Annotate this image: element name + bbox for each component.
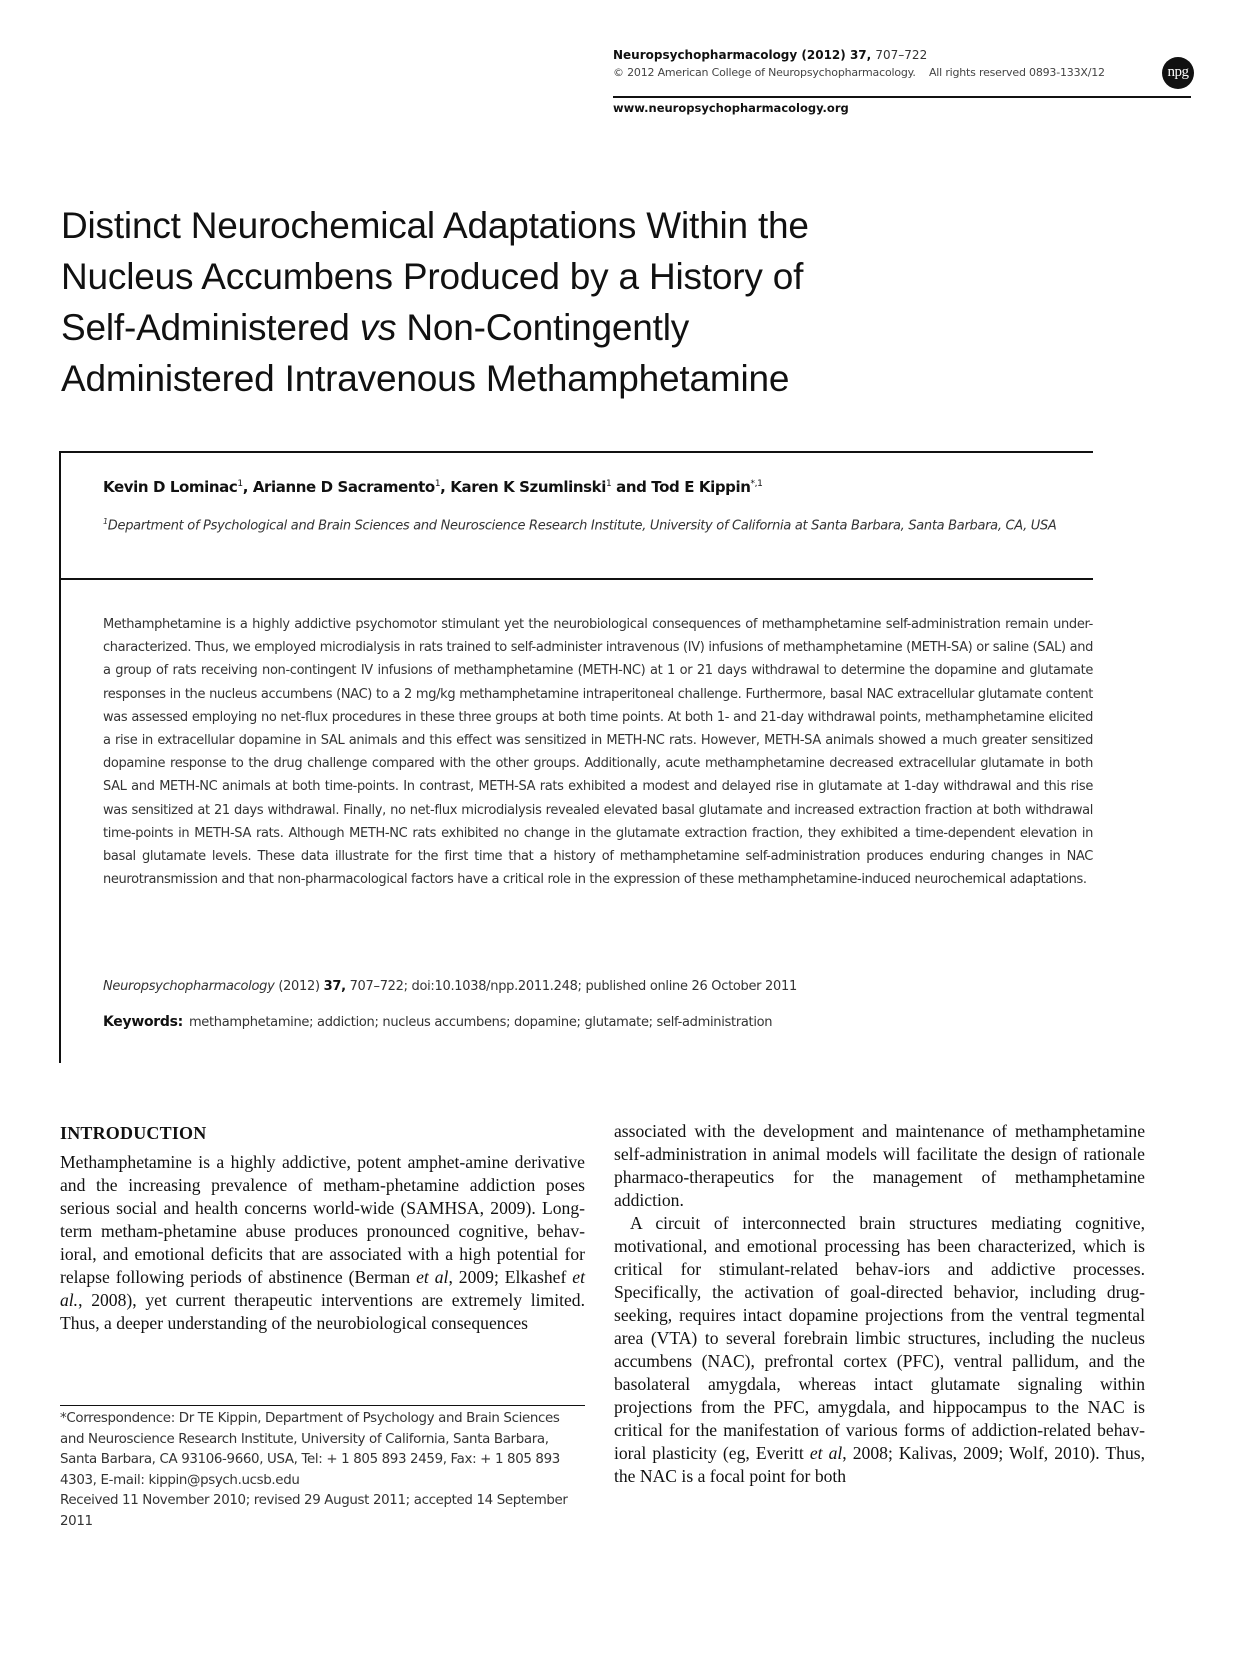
journal-name: Neuropsychopharmacology (2012) 37, [613,48,872,62]
correspondence-note: *Correspondence: Dr TE Kippin, Department of Psychology and Brain Sciences and Neuroscience Research Institute, University of California, Santa Barbara, Santa Barbara, CA 93106-9660, USA, Tel: + 1 805 893 2459, Fax: + 1 805 893 4303, E-mail: kippin@psych.ucsb.edu [60,1411,560,1488]
title-line-2: Nucleus Accumbens Produced by a History of [61,256,804,297]
body-text: A circuit of interconnected brain structures mediating cognitive, motivational, and emotional processing has been characterized, which is critical for stimulant-related behav-iors and addictive processes. Specifically, the activation of goal-directed behavior, including drug-seeking, requires intact dopamine projections from the ventral tegmental area (VTA) to several forebrain limbic structures, including the nucleus accumbens (NAC), prefrontal cortex (PFC), ventral pallidum, and the basolateral amygdala, whereas intact glutamate signaling within projections from the PFC, amygdala, and hippocampus to the NAC is critical for the manifestation of various forms of addiction-related behav-ioral plasticity (eg, Everitt [614,1213,1145,1463]
footnote [60,1409,585,1532]
author-name: Tod E Kippin [651,478,751,496]
citation-journal: Neuropsychopharmacology [103,979,275,994]
copyright-line [613,66,1213,79]
author-separator: , [242,478,253,496]
paragraph [60,1151,585,1335]
paragraph: associated with the development and maintenance of methamphetamine self-administration in animal models will facilitate the design of rationale pharmaco-therapeutics for the management of methamphetamine addiction. [614,1121,1145,1210]
affiliation [103,510,1063,537]
header-divider [613,96,1191,98]
author-separator: , [440,478,451,496]
author-name: Arianne D Sacramento [252,478,435,496]
right-column-body [614,1120,1145,1488]
journal-header [613,48,1213,79]
author-separator: and [611,478,652,496]
body-text: , 2009; Elkashef [448,1267,573,1287]
author-affiliation-mark: 1 [237,479,243,489]
article-title [61,200,961,404]
body-text: Methamphetamine is a highly addictive, potent amphet-amine derivative and the increasing prevalence of metham-phetamine addiction poses serious social and health concerns world-wide (SAMHSA, 2009). Long-term metham-phetamine abuse produces pronounced cognitive, behav-ioral, and emotional deficits that are associated with a high potential for relapse following periods of abstinence (Berman [60,1152,585,1287]
body-text: , 2008; Kalivas, 2009; Wolf, 2010). Thus, the NAC is a focal point for both [614,1443,1145,1486]
et-al: et al. [60,1267,585,1310]
citation-line [103,979,1093,994]
citation-details: 707–722; doi:10.1038/npp.2011.248; published online 26 October 2011 [349,979,797,994]
received-dates: Received 11 November 2010; revised 29 August 2011; accepted 14 September 2011 [60,1493,568,1529]
author-box-top-rule [59,451,1093,453]
author-affiliation-mark: *,1 [750,479,763,489]
et-al: et al [416,1267,449,1287]
abstract-text: Methamphetamine is a highly addictive psychomotor stimulant yet the neurobiological consequences of methamphetamine self-administration remain under-characterized. Thus, we employed microdialysis in rats trained to self-administer intravenous (IV) infusions of methamphetamine (METH-SA) or saline (SAL) and a group of rats receiving non-contingent IV infusions of methamphetamine (METH-NC) at 1 or 21 days withdrawal to determine the dopamine and glutamate responses in the nucleus accumbens (NAC) to a 2 mg/kg methamphetamine intraperitoneal challenge. Furthermore, basal NAC extracellular glutamate content was assessed employing no net-flux procedures in these three groups at both time points. At both 1- and 21-day withdrawal points, methamphetamine elicited a rise in extracellular dopamine in SAL animals and this effect was sensitized in METH-NC rats. However, METH-SA animals showed a much greater sensitized dopamine response to the drug challenge compared with the other groups. Additionally, acute methamphetamine decreased extracellular glutamate in both SAL and METH-NC animals at both time-points. In contrast, METH-SA rats exhibited a modest and delayed rise in glutamate at 1-day withdrawal and this rise was sensitized at 21 days withdrawal. Finally, no net-flux microdialysis revealed elevated basal glutamate and increased extraction fraction at both withdrawal time-points in METH-SA rats. Although METH-NC rats exhibited no change in the glutamate extraction fraction, they exhibited a time-dependent elevation in basal glutamate levels. These data illustrate for the first time that a history of methamphetamine self-administration produces enduring changes in NAC neurotransmission and that non-pharmacological factors have a critical role in the expression of these methamphetamine-induced neurochemical adaptations. [103,617,1093,888]
journal-pages: 707–722 [875,48,928,62]
left-column-body [60,1151,585,1335]
title-line-4: Administered Intravenous Methamphetamine [61,358,790,399]
title-line-1: Distinct Neurochemical Adaptations Within the [61,205,809,246]
journal-citation-line [613,48,1213,62]
et-al: et al [809,1443,843,1463]
title-line-3 [61,302,961,353]
author-name: Kevin D Lominac [103,478,238,496]
keywords-label: Keywords: [103,1014,183,1030]
rights-text: All rights reserved 0893-133X/12 [928,66,1105,79]
section-heading-introduction: INTRODUCTION [60,1123,207,1143]
paragraph [614,1212,1145,1488]
citation-volume: 37, [323,979,346,994]
copyright-text: © 2012 American College of Neuropsychopharmacology. [613,66,916,79]
keywords [103,1014,1093,1030]
body-text: , 2008), yet current therapeutic interventions are extremely limited. Thus, a deeper understanding of the neurobiological consequences [60,1290,585,1333]
author-affiliation-mark: 1 [434,479,441,489]
abstract-box-left-rule [59,451,61,1063]
author-affiliation-mark: 1 [605,479,612,489]
title-italic-vs: vs [359,307,397,348]
author-name: Karen K Szumlinski [450,478,606,496]
author-box-divider [59,578,1093,580]
affiliation-mark: 1 [103,517,108,526]
author-list [103,478,762,496]
title-text: Non-Contingently [396,307,690,348]
citation-year: (2012) [278,979,320,994]
title-text: Self-Administered [61,307,360,348]
keywords-text: methamphetamine; addiction; nucleus accumbens; dopamine; glutamate; self-administration [188,1015,773,1030]
journal-url-link[interactable]: www.neuropsychopharmacology.org [613,101,849,115]
footnote-divider [60,1405,585,1406]
affiliation-text: Department of Psychological and Brain Sciences and Neuroscience Research Institute, University of California at Santa Barbara, Santa Barbara, CA, USA [107,518,1057,534]
npg-logo-icon: npg [1162,57,1194,89]
